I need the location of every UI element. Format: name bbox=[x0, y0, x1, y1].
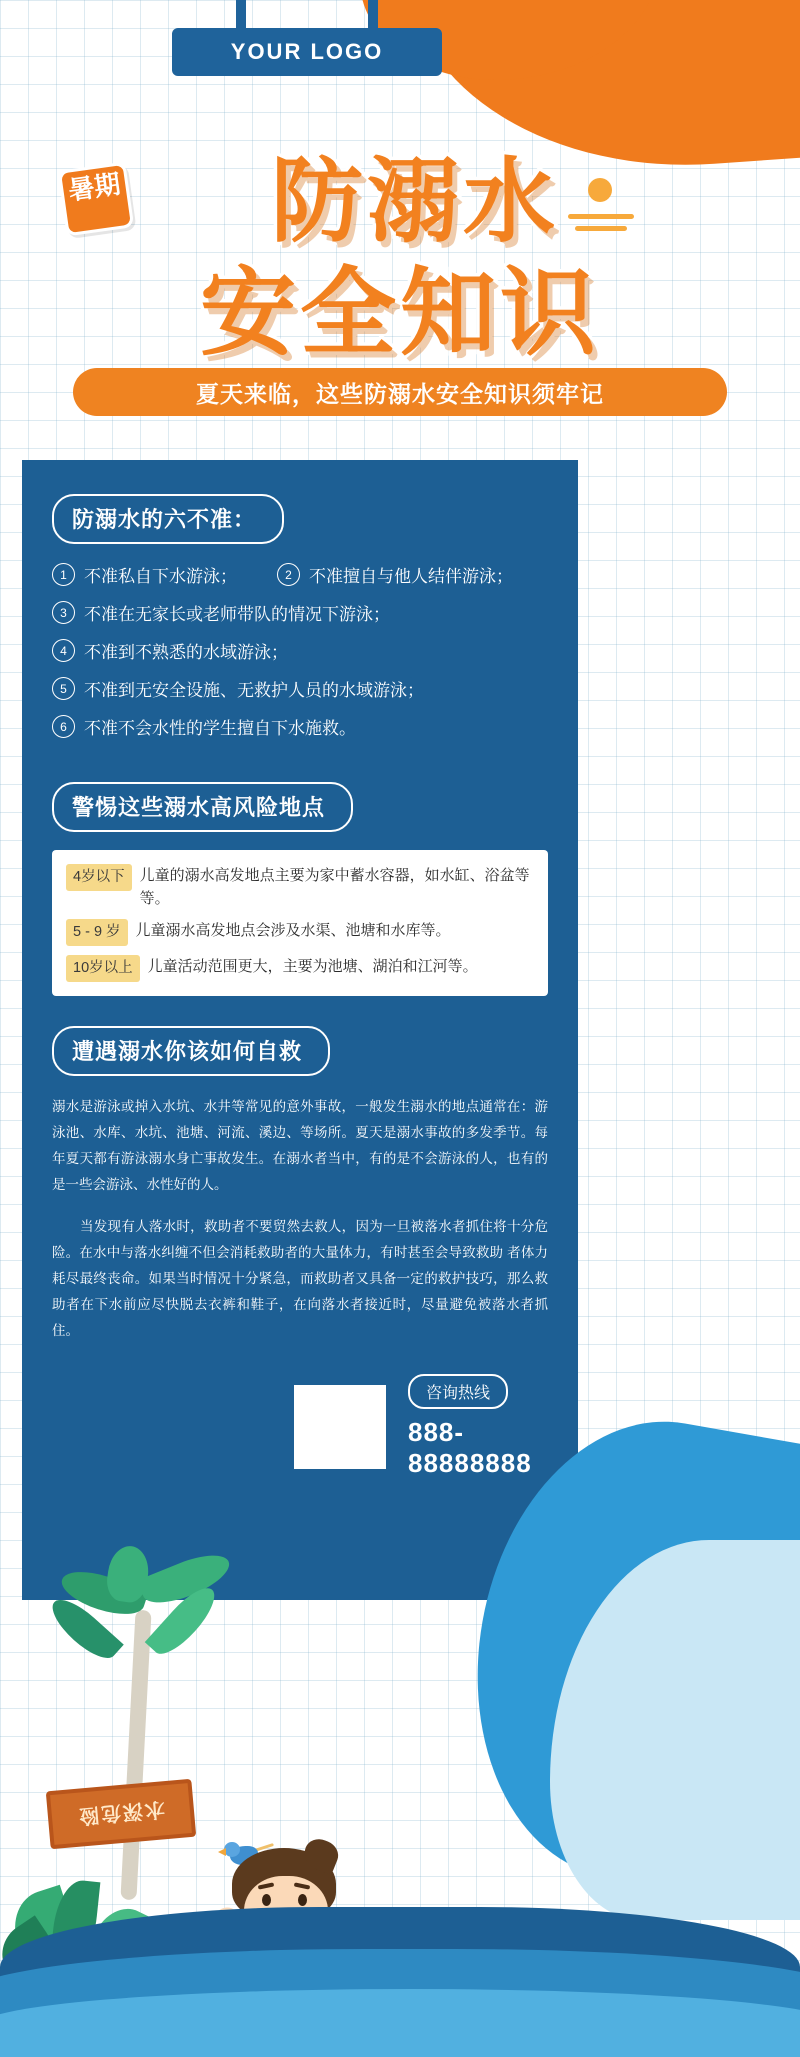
sun-wave-icon bbox=[568, 178, 638, 248]
logo-hanger-decor bbox=[236, 0, 378, 30]
list-item bbox=[52, 714, 548, 739]
section-heading-selfrescue: 遭遇溺水你该如何自救 bbox=[52, 1026, 330, 1076]
rule-text: 不准私自下水游泳； bbox=[84, 567, 237, 586]
subtitle-pill bbox=[73, 368, 727, 416]
rule-number: 4 bbox=[52, 639, 75, 662]
hotline-block bbox=[408, 1374, 548, 1479]
rule-text: 不准到无安全设施、无救护人员的水域游泳； bbox=[84, 681, 424, 700]
list-item bbox=[52, 562, 548, 587]
warning-sign-text: 水深危险 bbox=[75, 1796, 166, 1827]
qr-code-placeholder bbox=[294, 1385, 386, 1469]
list-item bbox=[66, 955, 532, 982]
section-heading-risk: 警惕这些溺水高风险地点 bbox=[52, 782, 353, 832]
list-item bbox=[66, 864, 532, 910]
palm-trunk bbox=[120, 1610, 151, 1900]
rule-number: 2 bbox=[277, 563, 300, 586]
water-layer-light bbox=[0, 1989, 800, 2057]
rule-text: 不准擅自与他人结伴游泳； bbox=[309, 567, 513, 586]
warning-sign bbox=[46, 1779, 196, 1850]
title-line-2: 安全知识 bbox=[200, 260, 600, 367]
age-tag: 10岁以上 bbox=[66, 955, 140, 982]
rule-number: 5 bbox=[52, 677, 75, 700]
title-line-1: 防溺水 bbox=[270, 151, 559, 253]
section-heading-rules: 防溺水的六不准： bbox=[52, 494, 284, 544]
rule-number: 1 bbox=[52, 563, 75, 586]
logo-banner bbox=[172, 28, 442, 76]
selfrescue-paragraph-1: 溺水是游泳或掉入水坑、水井等常见的意外事故，一般发生溺水的地点通常在：游泳池、水库、水坑、池塘、河流、溪边、等场所。夏天是溺水事故的多发季节。每年夏天都有游泳溺水身亡事故发生。在溺水者当中，有的是不会游泳的人，也有的是一些会游泳、水性好的人。 bbox=[52, 1099, 548, 1192]
list-item bbox=[52, 676, 548, 701]
hotline-label: 咨询热线 bbox=[408, 1374, 508, 1409]
rule-text: 不准不会水性的学生擅自下水施救。 bbox=[84, 719, 356, 738]
season-badge: 暑期 bbox=[58, 162, 135, 237]
age-tag: 5 - 9 岁 bbox=[66, 919, 128, 946]
list-item bbox=[66, 919, 532, 946]
age-tag: 4岁以下 bbox=[66, 864, 132, 891]
hotline-number: 888-88888888 bbox=[408, 1417, 532, 1478]
selfrescue-paragraph-2: 当发现有人落水时，救助者不要贸然去救人，因为一旦被落水者抓住将十分危险。在水中与落水纠缠不但会消耗救助者的大量体力，有时甚至会导致救助 者体力耗尽最终丧命。如果当时情况十分紧急，而救助者又具备一定的救护技巧，那么救助者在下水前应尽快脱去衣裤和鞋子，在向落水者接近时，尽量避免被落水者抓住。 bbox=[52, 1219, 548, 1338]
contact-row bbox=[52, 1374, 548, 1479]
list-item bbox=[52, 638, 548, 663]
bottom-illustration bbox=[0, 1540, 800, 2057]
rule-text: 不准到不熟悉的水域游泳； bbox=[84, 643, 288, 662]
list-item bbox=[52, 600, 548, 625]
rule-number: 3 bbox=[52, 601, 75, 624]
rule-text: 不准在无家长或老师带队的情况下游泳； bbox=[84, 605, 390, 624]
risk-text: 儿童活动范围更大，主要为池塘、湖泊和江河等。 bbox=[147, 958, 478, 975]
subtitle-text: 夏天来临，这些防溺水安全知识须牢记 bbox=[196, 380, 604, 407]
rule-number: 6 bbox=[52, 715, 75, 738]
risk-text: 儿童溺水高发地点会涉及水渠、池塘和水库等。 bbox=[135, 922, 451, 939]
logo-text: YOUR LOGO bbox=[230, 39, 384, 64]
risk-text: 儿童的溺水高发地点主要为家中蓄水容器，如水缸、浴盆等等。 bbox=[139, 867, 530, 907]
title-block bbox=[0, 150, 800, 368]
rules-list bbox=[52, 562, 548, 739]
main-content-panel bbox=[22, 460, 578, 1600]
risk-location-box bbox=[52, 850, 548, 996]
